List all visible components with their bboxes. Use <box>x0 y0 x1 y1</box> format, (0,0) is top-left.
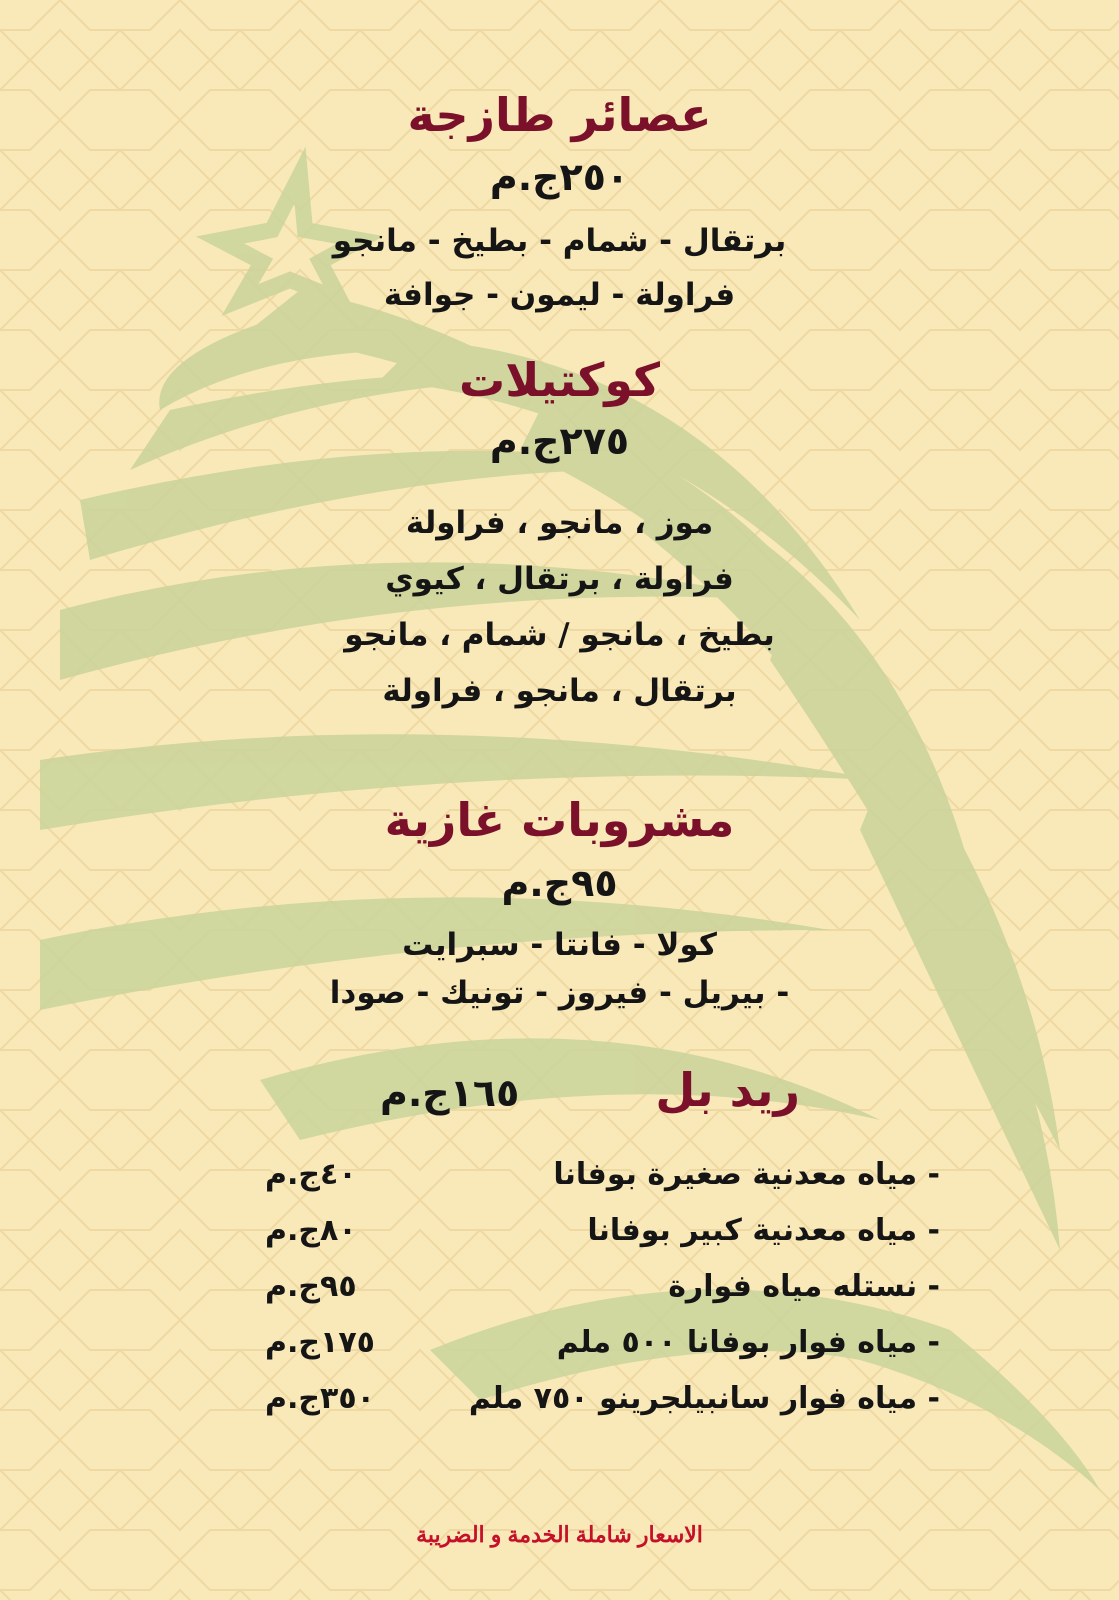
cocktails-title: كوكتيلات <box>458 353 661 407</box>
water-item-name: - مياه فوار بوفانا ٥٠٠ ملم <box>556 1325 940 1360</box>
tax-service-note: الاسعار شاملة الخدمة و الضريبة <box>416 1522 703 1547</box>
soft-drinks-title: مشروبات غازية <box>384 793 735 847</box>
water-item <box>250 1150 940 1200</box>
water-item-name: - مياه معدنية صغيرة بوفانا <box>553 1157 940 1192</box>
water-item <box>250 1374 940 1424</box>
water-item <box>250 1206 940 1256</box>
water-item-name: - مياه فوار سانبيلجرينو ٧٥٠ ملم <box>468 1381 940 1416</box>
juices-line-2: فراولة - ليمون - جوافة <box>383 277 736 313</box>
redbull-title: ريد بل <box>655 1063 800 1117</box>
water-item-name: - نستله مياه فوارة <box>668 1269 940 1304</box>
cocktails-price: ٢٧٥ج.م <box>489 419 630 463</box>
water-item-name: - مياه معدنية كبير بوفانا <box>587 1213 940 1248</box>
soft-drinks-line-1: كولا - فانتا - سبرايت <box>402 927 717 963</box>
cocktails-line-3: بطيخ ، مانجو / شمام ، مانجو <box>344 617 775 653</box>
redbull-row <box>380 1060 800 1124</box>
water-item-price: ٩٥ج.م <box>265 1269 357 1304</box>
water-item-price: ١٧٥ج.م <box>265 1325 375 1360</box>
water-item-price: ٨٠ج.م <box>265 1213 357 1248</box>
water-item <box>250 1318 940 1368</box>
juices-title: عصائر طازجة <box>407 88 712 142</box>
cocktails-line-4: برتقال ، مانجو ، فراولة <box>382 673 737 709</box>
soft-drinks-price: ٩٥ج.م <box>501 861 618 905</box>
water-item <box>250 1262 940 1312</box>
water-item-price: ٣٥٠ج.م <box>265 1381 375 1416</box>
soft-drinks-line-2: - بيريل - فيروز - تونيك - صودا <box>329 975 790 1011</box>
cocktails-line-1: موز ، مانجو ، فراولة <box>405 505 714 541</box>
redbull-price: ١٦٥ج.م <box>380 1071 520 1115</box>
water-item-price: ٤٠ج.م <box>265 1157 357 1192</box>
cocktails-line-2: فراولة ، برتقال ، كيوي <box>385 561 734 597</box>
juices-line-1: برتقال - شمام - بطيخ - مانجو <box>332 223 787 259</box>
juices-price: ٢٥٠ج.م <box>489 155 630 199</box>
